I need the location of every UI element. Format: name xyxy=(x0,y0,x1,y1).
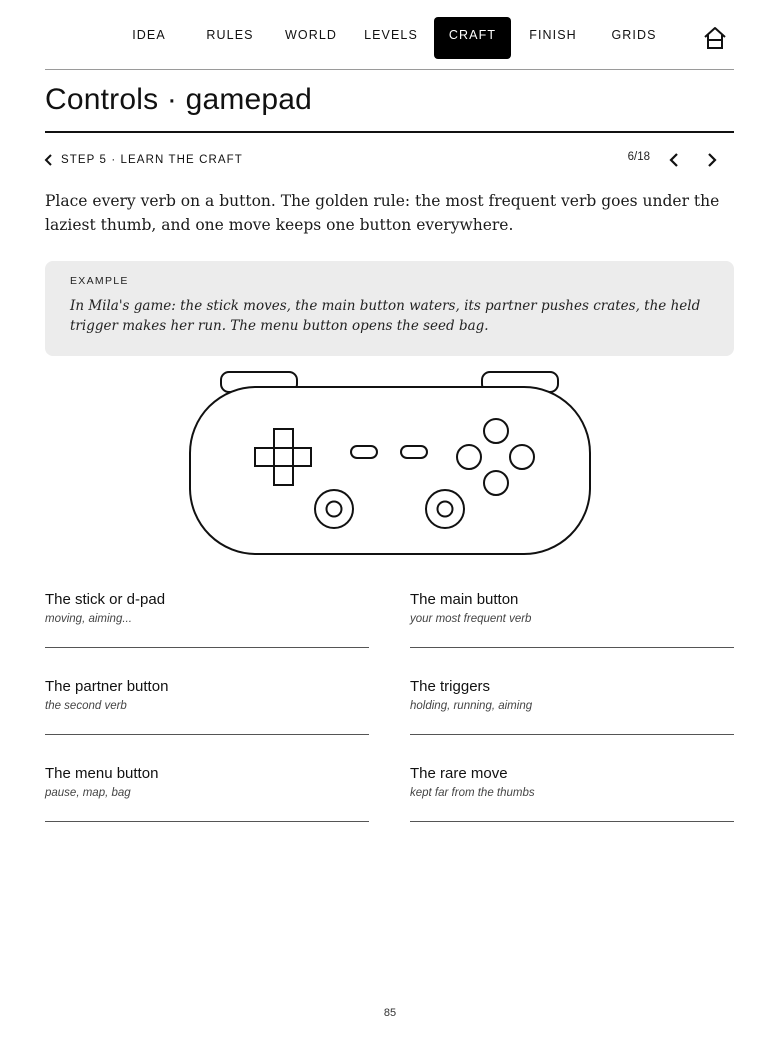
mapping-subtitle: your most frequent verb xyxy=(410,613,532,625)
divider xyxy=(45,821,369,822)
tab-idea[interactable]: IDEA xyxy=(132,28,166,42)
prev-button[interactable] xyxy=(663,149,685,171)
top-nav xyxy=(0,0,779,69)
gamepad-illustration xyxy=(186,368,594,558)
mapping-title: The rare move xyxy=(410,765,508,782)
breadcrumb-label: STEP 5 · LEARN THE CRAFT xyxy=(61,154,243,166)
face-button-right xyxy=(510,445,534,469)
divider xyxy=(410,821,734,822)
tab-world[interactable]: WORLD xyxy=(284,28,338,42)
tab-rules[interactable]: RULES xyxy=(206,28,254,42)
example-box xyxy=(45,261,734,356)
chevron-right-icon xyxy=(701,149,723,171)
mapping-title: The menu button xyxy=(45,765,159,782)
select-button xyxy=(351,446,377,458)
mapping-title: The partner button xyxy=(45,678,169,695)
chevron-left-icon xyxy=(42,152,56,168)
mapping-title: The stick or d-pad xyxy=(45,591,166,608)
mapping-subtitle: moving, aiming... xyxy=(45,613,132,625)
gamepad-body xyxy=(190,387,590,554)
page-number: 85 xyxy=(383,1007,397,1019)
mapping-subtitle: pause, map, bag xyxy=(45,787,131,799)
face-button-bottom xyxy=(484,471,508,495)
mapping-title: The main button xyxy=(410,591,519,608)
page-title: Controls · gamepad xyxy=(45,83,313,116)
tab-grids[interactable]: GRIDS xyxy=(611,28,657,42)
home-icon xyxy=(701,24,729,52)
home-button[interactable] xyxy=(701,24,729,52)
mapping-subtitle: holding, running, aiming xyxy=(410,700,533,712)
mapping-item xyxy=(45,765,369,823)
divider xyxy=(410,734,734,735)
face-button-left xyxy=(457,445,481,469)
mapping-item xyxy=(410,591,734,649)
breadcrumb[interactable] xyxy=(42,150,243,170)
intro-paragraph: Place every verb on a button. The golden rule: the most frequent verb goes under the laziest thumb, and one move keeps one button everywhere. xyxy=(45,192,720,234)
mapping-item xyxy=(45,678,369,736)
mapping-item xyxy=(45,591,369,649)
page-counter: 6/18 xyxy=(627,151,650,163)
divider xyxy=(410,647,734,648)
chevron-left-icon xyxy=(663,149,685,171)
face-button-top xyxy=(484,419,508,443)
divider xyxy=(45,734,369,735)
tab-craft[interactable]: CRAFT xyxy=(434,17,511,59)
next-button[interactable] xyxy=(701,149,723,171)
example-label: EXAMPLE xyxy=(70,275,129,287)
divider xyxy=(45,69,734,70)
menu-button xyxy=(401,446,427,458)
mapping-title: The triggers xyxy=(410,678,491,695)
mapping-subtitle: the second verb xyxy=(45,700,127,712)
example-text: In Mila's game: the stick moves, the main button waters, its partner pushes crates, the held trigger makes her run. The menu button opens the seed bag. xyxy=(70,298,701,334)
tab-finish[interactable]: FINISH xyxy=(529,28,577,42)
divider xyxy=(45,647,369,648)
mapping-item xyxy=(410,678,734,736)
mapping-item xyxy=(410,765,734,823)
mapping-subtitle: kept far from the thumbs xyxy=(410,787,535,799)
title-divider xyxy=(45,131,734,133)
tab-levels[interactable]: LEVELS xyxy=(364,28,418,42)
